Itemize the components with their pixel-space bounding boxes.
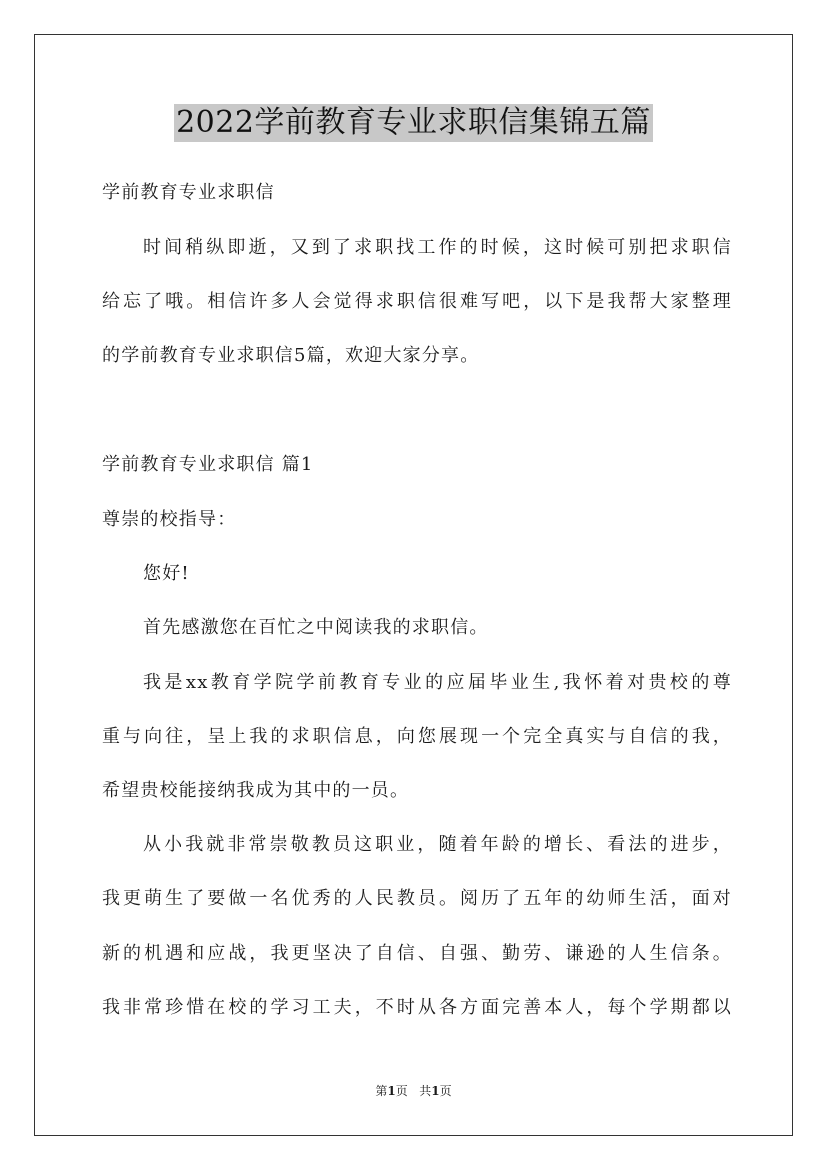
paragraph-3-line-3: 新的机遇和应战，我更坚决了自信、自强、勤劳、谦逊的人生信条。 — [102, 943, 732, 964]
footer-suffix: 页 — [439, 1084, 452, 1098]
salutation: 尊崇的校指导： — [102, 509, 237, 530]
intro-line-2: 给忘了哦。相信许多人会觉得求职信很难写吧，以下是我帮大家整理 — [102, 291, 732, 312]
footer-prefix: 第 — [375, 1084, 388, 1098]
footer-page-total: 1 — [431, 1084, 440, 1098]
section-heading: 学前教育专业求职信 篇1 — [102, 454, 314, 475]
paragraph-2-line-1: 我是xx教育学院学前教育专业的应届毕业生,我怀着对贵校的尊 — [143, 672, 732, 693]
document-title: 2022学前教育专业求职信集锦五篇 — [176, 105, 651, 140]
page-footer — [0, 1083, 827, 1099]
paragraph-2-line-2: 重与向往，呈上我的求职信息，向您展现一个完全真实与自信的我， — [102, 726, 732, 747]
greeting: 您好! — [143, 563, 190, 584]
intro-line-3: 的学前教育专业求职信5篇，欢迎大家分享。 — [102, 345, 480, 366]
paragraph-2-line-3: 希望贵校能接纳我成为其中的一员。 — [102, 780, 410, 801]
intro-line-1: 时间稍纵即逝，又到了求职找工作的时候，这时候可别把求职信 — [143, 237, 732, 258]
footer-page-number: 1 — [387, 1084, 396, 1098]
paragraph-3-line-2: 我更萌生了要做一名优秀的人民教员。阅历了五年的幼师生活，面对 — [102, 888, 732, 909]
footer-middle: 页 共 — [395, 1084, 432, 1098]
paragraph-3-line-1: 从小我就非常崇敬教员这职业，随着年龄的增长、看法的进步， — [143, 834, 732, 855]
paragraph-1: 首先感激您在百忙之中阅读我的求职信。 — [143, 617, 489, 638]
document-subtitle: 学前教育专业求职信 — [102, 182, 275, 203]
title-container — [0, 104, 827, 142]
paragraph-3-line-4: 我非常珍惜在校的学习工夫，不时从各方面完善本人，每个学期都以 — [102, 997, 732, 1018]
